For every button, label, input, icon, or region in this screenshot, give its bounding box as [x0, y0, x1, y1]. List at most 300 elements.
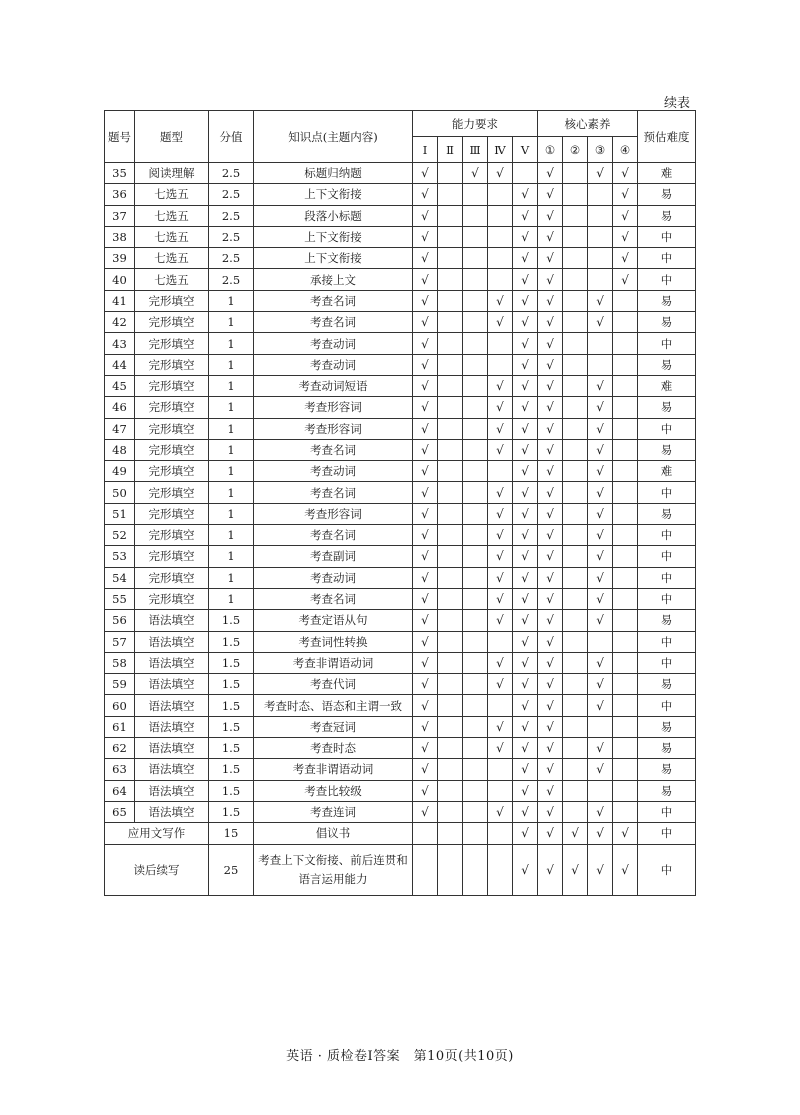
ability-4-cell: √ — [488, 312, 513, 333]
core-3-cell: √ — [588, 482, 613, 503]
core-1-cell: √ — [538, 525, 563, 546]
ability-4-cell: √ — [488, 546, 513, 567]
core-3-cell: √ — [588, 439, 613, 460]
ability-3-cell — [463, 312, 488, 333]
core-1-cell: √ — [538, 248, 563, 269]
core-4-cell — [613, 312, 638, 333]
ability-1-cell: √ — [413, 461, 438, 482]
core-1-cell: √ — [538, 418, 563, 439]
ability-5-cell: √ — [513, 759, 538, 780]
question-difficulty: 中 — [638, 631, 696, 652]
ability-3-cell — [463, 226, 488, 247]
ability-2-cell — [438, 354, 463, 375]
table-row — [105, 439, 696, 460]
core-2-cell: √ — [563, 823, 588, 844]
core-3-cell — [588, 354, 613, 375]
ability-5-cell: √ — [513, 503, 538, 524]
core-2-cell — [563, 205, 588, 226]
core-2-cell — [563, 226, 588, 247]
ability-1-cell: √ — [413, 248, 438, 269]
table-row — [105, 354, 696, 375]
ability-4-cell — [488, 248, 513, 269]
question-topic: 考查非谓语动词 — [254, 652, 413, 673]
ability-2-cell — [438, 780, 463, 801]
question-topic: 考查名词 — [254, 525, 413, 546]
ability-2-cell — [438, 801, 463, 822]
ability-3-cell — [463, 290, 488, 311]
ability-4-cell — [488, 823, 513, 844]
question-no: 45 — [105, 375, 135, 396]
core-4-cell — [613, 503, 638, 524]
question-no: 49 — [105, 461, 135, 482]
question-no: 50 — [105, 482, 135, 503]
question-score: 1 — [209, 333, 254, 354]
core-2-cell: √ — [563, 844, 588, 895]
ability-3-cell — [463, 674, 488, 695]
question-score: 2.5 — [209, 269, 254, 290]
core-4-cell — [613, 674, 638, 695]
header-ability-3: Ⅲ — [463, 137, 488, 163]
question-no: 60 — [105, 695, 135, 716]
ability-3-cell — [463, 759, 488, 780]
core-3-cell: √ — [588, 290, 613, 311]
question-score: 1.5 — [209, 716, 254, 737]
question-no: 36 — [105, 184, 135, 205]
core-2-cell — [563, 354, 588, 375]
core-2-cell — [563, 780, 588, 801]
ability-2-cell — [438, 184, 463, 205]
ability-4-cell — [488, 226, 513, 247]
question-no: 57 — [105, 631, 135, 652]
ability-4-cell: √ — [488, 610, 513, 631]
question-score: 1.5 — [209, 674, 254, 695]
core-2-cell — [563, 801, 588, 822]
ability-4-cell: √ — [488, 439, 513, 460]
question-score: 1 — [209, 312, 254, 333]
table-row — [105, 716, 696, 737]
question-no: 40 — [105, 269, 135, 290]
ability-3-cell — [463, 333, 488, 354]
question-topic: 考查时态、语态和主谓一致 — [254, 695, 413, 716]
core-2-cell — [563, 716, 588, 737]
question-topic: 段落小标题 — [254, 205, 413, 226]
question-score: 1.5 — [209, 738, 254, 759]
ability-5-cell: √ — [513, 652, 538, 673]
question-type: 完形填空 — [135, 567, 209, 588]
question-type: 完形填空 — [135, 397, 209, 418]
question-score: 1 — [209, 397, 254, 418]
question-score: 2.5 — [209, 205, 254, 226]
ability-5-cell: √ — [513, 546, 538, 567]
ability-3-cell — [463, 652, 488, 673]
table-row — [105, 226, 696, 247]
ability-5-cell: √ — [513, 290, 538, 311]
question-topic: 考查冠词 — [254, 716, 413, 737]
ability-3-cell — [463, 461, 488, 482]
question-topic: 考查名词 — [254, 482, 413, 503]
ability-5-cell: √ — [513, 397, 538, 418]
ability-2-cell — [438, 333, 463, 354]
question-type: 七选五 — [135, 269, 209, 290]
question-type: 阅读理解 — [135, 163, 209, 184]
writing-topic: 考查上下文衔接、前后连贯和语言运用能力 — [254, 844, 413, 895]
page-footer: 英语 · 质检卷Ⅰ答案 第10页(共10页) — [286, 1049, 514, 1064]
core-2-cell — [563, 163, 588, 184]
ability-4-cell: √ — [488, 738, 513, 759]
core-3-cell — [588, 226, 613, 247]
question-no: 58 — [105, 652, 135, 673]
question-topic: 考查形容词 — [254, 397, 413, 418]
core-4-cell — [613, 716, 638, 737]
question-difficulty: 中 — [638, 248, 696, 269]
ability-3-cell — [463, 631, 488, 652]
core-3-cell: √ — [588, 759, 613, 780]
core-4-cell: √ — [613, 184, 638, 205]
ability-1-cell: √ — [413, 333, 438, 354]
ability-1-cell: √ — [413, 780, 438, 801]
table-row — [105, 482, 696, 503]
core-3-cell — [588, 780, 613, 801]
core-4-cell — [613, 461, 638, 482]
question-type: 语法填空 — [135, 759, 209, 780]
question-no: 52 — [105, 525, 135, 546]
ability-5-cell: √ — [513, 780, 538, 801]
question-topic: 标题归纳题 — [254, 163, 413, 184]
core-1-cell: √ — [538, 610, 563, 631]
question-difficulty: 易 — [638, 759, 696, 780]
table-row — [105, 312, 696, 333]
question-score: 1 — [209, 375, 254, 396]
core-1-cell: √ — [538, 397, 563, 418]
ability-2-cell — [438, 652, 463, 673]
core-4-cell — [613, 695, 638, 716]
ability-2-cell — [438, 269, 463, 290]
core-4-cell: √ — [613, 205, 638, 226]
core-2-cell — [563, 631, 588, 652]
ability-5-cell: √ — [513, 333, 538, 354]
table-row-merged — [105, 844, 696, 895]
ability-5-cell: √ — [513, 801, 538, 822]
core-2-cell — [563, 503, 588, 524]
ability-4-cell — [488, 333, 513, 354]
core-3-cell — [588, 269, 613, 290]
ability-2-cell — [438, 567, 463, 588]
table-row — [105, 525, 696, 546]
ability-3-cell — [463, 205, 488, 226]
ability-5-cell: √ — [513, 312, 538, 333]
question-no: 64 — [105, 780, 135, 801]
core-4-cell — [613, 631, 638, 652]
ability-2-cell — [438, 439, 463, 460]
core-1-cell: √ — [538, 205, 563, 226]
core-1-cell: √ — [538, 738, 563, 759]
question-type: 完形填空 — [135, 418, 209, 439]
core-4-cell — [613, 354, 638, 375]
ability-5-cell: √ — [513, 418, 538, 439]
question-no: 35 — [105, 163, 135, 184]
ability-3-cell — [463, 418, 488, 439]
question-type: 完形填空 — [135, 312, 209, 333]
ability-1-cell: √ — [413, 674, 438, 695]
core-1-cell: √ — [538, 695, 563, 716]
question-no: 53 — [105, 546, 135, 567]
header-core-4: ④ — [613, 137, 638, 163]
ability-2-cell — [438, 290, 463, 311]
continuation-label: 续表 — [663, 96, 690, 111]
core-1-cell: √ — [538, 674, 563, 695]
table-row — [105, 674, 696, 695]
question-topic: 考查名词 — [254, 312, 413, 333]
writing-topic: 倡议书 — [254, 823, 413, 844]
ability-1-cell: √ — [413, 610, 438, 631]
question-topic: 考查动词 — [254, 354, 413, 375]
ability-5-cell: √ — [513, 716, 538, 737]
question-topic: 承接上文 — [254, 269, 413, 290]
ability-5-cell: √ — [513, 823, 538, 844]
core-4-cell — [613, 525, 638, 546]
ability-5-cell: √ — [513, 567, 538, 588]
question-difficulty: 中 — [638, 333, 696, 354]
header-core-3: ③ — [588, 137, 613, 163]
ability-5-cell: √ — [513, 610, 538, 631]
ability-2-cell — [438, 461, 463, 482]
core-1-cell: √ — [538, 461, 563, 482]
core-1-cell: √ — [538, 652, 563, 673]
writing-type: 应用文写作 — [105, 823, 209, 844]
core-2-cell — [563, 461, 588, 482]
question-type: 完形填空 — [135, 333, 209, 354]
question-type: 七选五 — [135, 205, 209, 226]
question-difficulty: 易 — [638, 503, 696, 524]
table-row — [105, 652, 696, 673]
ability-3-cell — [463, 546, 488, 567]
question-score: 1.5 — [209, 610, 254, 631]
ability-1-cell: √ — [413, 525, 438, 546]
table-row — [105, 205, 696, 226]
question-no: 48 — [105, 439, 135, 460]
question-difficulty: 易 — [638, 674, 696, 695]
core-4-cell: √ — [613, 163, 638, 184]
question-difficulty: 中 — [638, 588, 696, 609]
header-no: 题号 — [105, 111, 135, 163]
ability-2-cell — [438, 610, 463, 631]
question-topic: 考查比较级 — [254, 780, 413, 801]
core-1-cell: √ — [538, 184, 563, 205]
core-4-cell: √ — [613, 269, 638, 290]
core-2-cell — [563, 397, 588, 418]
question-type: 七选五 — [135, 248, 209, 269]
question-topic: 考查定语从句 — [254, 610, 413, 631]
question-difficulty: 中 — [638, 418, 696, 439]
core-2-cell — [563, 652, 588, 673]
table-row — [105, 184, 696, 205]
ability-5-cell: √ — [513, 439, 538, 460]
question-type: 完形填空 — [135, 525, 209, 546]
ability-3-cell — [463, 439, 488, 460]
question-type: 完形填空 — [135, 439, 209, 460]
question-difficulty: 易 — [638, 312, 696, 333]
writing-score: 25 — [209, 844, 254, 895]
ability-2-cell — [438, 716, 463, 737]
core-3-cell: √ — [588, 163, 613, 184]
core-4-cell: √ — [613, 248, 638, 269]
core-2-cell — [563, 588, 588, 609]
question-type: 完形填空 — [135, 290, 209, 311]
question-no: 65 — [105, 801, 135, 822]
question-difficulty: 难 — [638, 163, 696, 184]
ability-4-cell: √ — [488, 525, 513, 546]
header-core-2: ② — [563, 137, 588, 163]
question-difficulty: 易 — [638, 397, 696, 418]
ability-5-cell: √ — [513, 461, 538, 482]
ability-1-cell: √ — [413, 375, 438, 396]
question-no: 47 — [105, 418, 135, 439]
question-difficulty: 易 — [638, 780, 696, 801]
question-type: 完形填空 — [135, 503, 209, 524]
header-score: 分值 — [209, 111, 254, 163]
ability-3-cell: √ — [463, 163, 488, 184]
core-3-cell: √ — [588, 418, 613, 439]
question-difficulty: 易 — [638, 439, 696, 460]
ability-4-cell: √ — [488, 567, 513, 588]
question-type: 完形填空 — [135, 461, 209, 482]
table-row — [105, 801, 696, 822]
core-4-cell — [613, 333, 638, 354]
ability-3-cell — [463, 525, 488, 546]
question-score: 2.5 — [209, 163, 254, 184]
table-row — [105, 418, 696, 439]
question-topic: 考查动词 — [254, 461, 413, 482]
question-difficulty: 中 — [638, 567, 696, 588]
question-topic: 考查副词 — [254, 546, 413, 567]
question-type: 语法填空 — [135, 695, 209, 716]
core-3-cell: √ — [588, 397, 613, 418]
question-score: 1 — [209, 482, 254, 503]
question-no: 39 — [105, 248, 135, 269]
ability-5-cell: √ — [513, 205, 538, 226]
ability-5-cell: √ — [513, 269, 538, 290]
question-difficulty: 易 — [638, 354, 696, 375]
question-topic: 考查名词 — [254, 439, 413, 460]
core-3-cell: √ — [588, 610, 613, 631]
ability-5-cell: √ — [513, 354, 538, 375]
core-1-cell: √ — [538, 780, 563, 801]
question-score: 1 — [209, 546, 254, 567]
core-2-cell — [563, 525, 588, 546]
question-topic: 考查词性转换 — [254, 631, 413, 652]
question-score: 1 — [209, 567, 254, 588]
table-row — [105, 631, 696, 652]
ability-5-cell: √ — [513, 525, 538, 546]
ability-1-cell: √ — [413, 269, 438, 290]
question-score: 1 — [209, 525, 254, 546]
ability-5-cell: √ — [513, 375, 538, 396]
question-difficulty: 易 — [638, 184, 696, 205]
ability-4-cell: √ — [488, 375, 513, 396]
ability-4-cell: √ — [488, 290, 513, 311]
question-type: 完形填空 — [135, 546, 209, 567]
question-no: 61 — [105, 716, 135, 737]
table-row — [105, 375, 696, 396]
core-1-cell: √ — [538, 503, 563, 524]
table-body — [105, 163, 696, 896]
question-score: 1.5 — [209, 801, 254, 822]
core-1-cell: √ — [538, 567, 563, 588]
ability-3-cell — [463, 588, 488, 609]
question-no: 56 — [105, 610, 135, 631]
ability-1-cell: √ — [413, 226, 438, 247]
core-2-cell — [563, 546, 588, 567]
question-topic: 上下文衔接 — [254, 226, 413, 247]
core-3-cell — [588, 333, 613, 354]
header-ability-2: Ⅱ — [438, 137, 463, 163]
header-core-1: ① — [538, 137, 563, 163]
core-4-cell — [613, 610, 638, 631]
ability-2-cell — [438, 163, 463, 184]
question-difficulty: 中 — [638, 269, 696, 290]
question-topic: 考查动词 — [254, 333, 413, 354]
question-type: 语法填空 — [135, 780, 209, 801]
core-2-cell — [563, 375, 588, 396]
ability-5-cell: √ — [513, 631, 538, 652]
question-score: 1 — [209, 503, 254, 524]
ability-2-cell — [438, 248, 463, 269]
core-4-cell: √ — [613, 226, 638, 247]
core-4-cell — [613, 738, 638, 759]
ability-4-cell: √ — [488, 674, 513, 695]
header-ability-5: Ⅴ — [513, 137, 538, 163]
question-score: 1 — [209, 418, 254, 439]
core-4-cell — [613, 482, 638, 503]
ability-2-cell — [438, 674, 463, 695]
header-ability-4: Ⅳ — [488, 137, 513, 163]
table-row — [105, 248, 696, 269]
question-topic: 考查代词 — [254, 674, 413, 695]
table-row — [105, 567, 696, 588]
question-topic: 考查名词 — [254, 588, 413, 609]
writing-type: 读后续写 — [105, 844, 209, 895]
core-1-cell: √ — [538, 823, 563, 844]
core-3-cell: √ — [588, 652, 613, 673]
question-score: 2.5 — [209, 248, 254, 269]
ability-3-cell — [463, 397, 488, 418]
ability-2-cell — [438, 844, 463, 895]
ability-1-cell: √ — [413, 695, 438, 716]
ability-1-cell: √ — [413, 184, 438, 205]
ability-1-cell: √ — [413, 546, 438, 567]
ability-3-cell — [463, 503, 488, 524]
question-difficulty: 中 — [638, 801, 696, 822]
core-1-cell: √ — [538, 354, 563, 375]
question-difficulty: 易 — [638, 290, 696, 311]
core-2-cell — [563, 184, 588, 205]
question-topic: 上下文衔接 — [254, 248, 413, 269]
writing-score: 15 — [209, 823, 254, 844]
ability-5-cell: √ — [513, 588, 538, 609]
ability-2-cell — [438, 397, 463, 418]
table-row — [105, 780, 696, 801]
core-1-cell: √ — [538, 375, 563, 396]
question-topic: 考查非谓语动词 — [254, 759, 413, 780]
ability-4-cell — [488, 184, 513, 205]
ability-3-cell — [463, 780, 488, 801]
question-score: 1 — [209, 461, 254, 482]
core-2-cell — [563, 759, 588, 780]
ability-4-cell: √ — [488, 588, 513, 609]
ability-2-cell — [438, 738, 463, 759]
ability-4-cell: √ — [488, 397, 513, 418]
question-difficulty: 中 — [638, 546, 696, 567]
